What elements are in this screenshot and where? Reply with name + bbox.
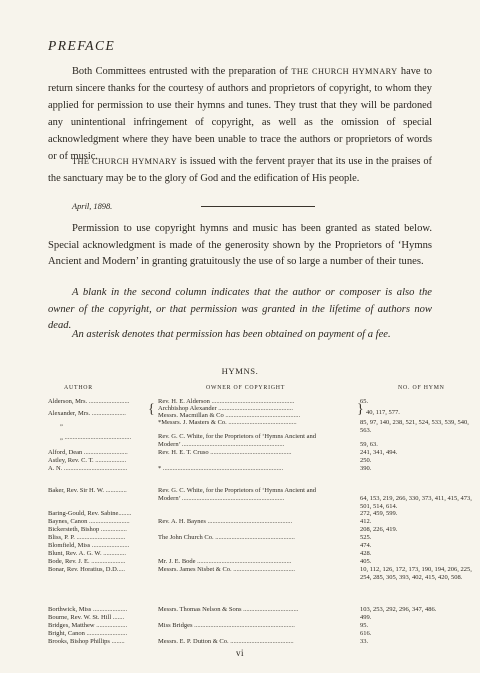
page-number: vi	[235, 648, 244, 658]
table-row-author: „ .........................................	[60, 434, 132, 441]
table-row-numbers: 412.	[360, 518, 372, 525]
table-row-owner: Rev. G. C. White, for the Proprietors of ‘Hymns Ancient and Modern’ ...............................................................	[158, 487, 316, 502]
table-row-author: A. N. .......................................	[48, 465, 128, 472]
table-row-author: „	[60, 420, 63, 427]
table-row-author: Bridges, Matthew ...................	[48, 622, 128, 629]
table-row-numbers: 64, 153, 219, 266, 330, 373, 411, 415, 473, 501, 514, 614.	[360, 495, 472, 510]
table-row-numbers: 390.	[360, 465, 372, 472]
table-row-numbers: 10, 112, 126, 172, 173, 190, 194, 206, 225, 254, 285, 305, 393, 402, 415, 420, 508.	[360, 566, 472, 581]
table-row-owner: Messrs. Thomas Nelson & Sons ..................................	[158, 606, 299, 613]
page-title: PREFACE	[48, 38, 116, 53]
table-row-owner: Archbishop Alexander ..............................................	[158, 405, 294, 412]
table-row-numbers: 405.	[360, 558, 372, 565]
table-row-numbers: 103, 253, 292, 296, 347, 486.	[360, 606, 437, 613]
preface-paragraph-2: THE CHURCH HYMNARY is issued with the fervent prayer that its use in the praises of the sanctuary may be to the glory of God and the edification of His people.	[48, 156, 432, 184]
table-row-numbers: 241, 341, 494.	[360, 449, 398, 456]
table-row-author: Alexander, Mrs. .....................	[48, 410, 126, 417]
table-row-owner: *Messrs. J. Masters & Co. ..........................................	[158, 419, 297, 426]
table-row-numbers: 208, 226, 419.	[360, 526, 398, 533]
preface-paragraph-1: Both Committees entrusted with the preparation of THE CHURCH HYMNARY have to return sincere thanks for the courtesy of authors and proprietors of copyright, to whom they applied for permission to use their hymns and tunes. They trust that they will be pardoned any unintentional infringement of copyright, as well as the omission of special acknowledgment where they have been unable to trace the authors or proprietors of words or of music.	[48, 66, 432, 162]
table-row-numbers: 59, 63.	[360, 441, 378, 448]
table-row-owner: Rev. A. H. Baynes ....................................................	[158, 518, 293, 525]
table-row-owner: Rev. H. E. Alderson ...................................................	[158, 398, 295, 405]
blank-column-note: A blank in the second column indicates that the author or composer is also the owner of the copyright, or that permission was granted in the lifetime of authors now dead.	[48, 287, 432, 331]
table-row-numbers: 499.	[360, 614, 372, 621]
table-row-numbers: 525.	[360, 534, 372, 541]
table-row-author: Blomfield, Miss .......................	[48, 542, 130, 549]
table-row-author: Bright, Canon .........................	[48, 630, 128, 637]
table-row-owner: Rev. G. C. White, for the Proprietors of ‘Hymns Ancient and Modern’ ...............................................................	[158, 433, 316, 448]
table-row-author: Brooks, Bishop Phillips ........	[48, 638, 125, 645]
table-row-owner: Miss Bridges ..............................................................	[158, 622, 295, 629]
table-row-author: Bliss, P. P. ..............................	[48, 534, 126, 541]
table-row-author: Blunt, Rev. A. G. W. ..............	[48, 550, 126, 557]
table-row-author: Alderson, Mrs. .........................	[48, 398, 130, 405]
small-caps-title: THE CHURCH HYMNARY	[291, 67, 398, 76]
permission-paragraph: Permission to use copyright hymns and music has been granted as stated below. Special acknowledgment is made of the generosity shown by the Proprietors of ‘Hymns Ancient and Modern’ in granting gratuitously the use of so large a number of their tunes.	[48, 223, 432, 267]
brace-mark: {	[148, 402, 155, 417]
table-row-owner: Messrs. E. P. Dutton & Co. .......................................	[158, 638, 294, 645]
table-row-owner: Messrs. James Nisbet & Co. ......................................	[158, 566, 296, 573]
column-header-owner: OWNER OF COPYRIGHT	[206, 385, 286, 391]
table-row-numbers: 65.	[360, 398, 369, 405]
column-header-hymn-number: NO. OF HYMN	[398, 385, 445, 391]
table-row-author: Bickersteth, Bishop ................	[48, 526, 127, 533]
table-row-numbers: 40, 117, 577.	[366, 409, 400, 416]
table-row-owner: * ..........................................................................	[158, 465, 284, 472]
table-row-author: Bourne, Rev. W. St. Hill .......	[48, 614, 125, 621]
table-row-numbers: 474.	[360, 542, 372, 549]
table-row-author: Bode, Rev. J. E. .....................	[48, 558, 126, 565]
table-row-numbers: 85, 97, 140, 238, 521, 524, 533, 539, 540, 563.	[360, 419, 469, 434]
column-header-author: AUTHOR	[64, 385, 93, 391]
table-row-author: Bonar, Rev. Horatius, D.D.....	[48, 566, 125, 573]
small-caps-title: THE CHURCH HYMNARY	[72, 157, 178, 166]
table-row-numbers: 95.	[360, 622, 369, 629]
table-row-author: Alford, Dean ...........................	[48, 449, 128, 456]
table-row-numbers: 33.	[360, 638, 369, 645]
table-row-numbers: 616.	[360, 630, 372, 637]
table-row-author: Borthwick, Miss .....................	[48, 606, 128, 613]
hymns-section-title: HYMNS.	[221, 366, 259, 376]
brace-mark: }	[357, 402, 364, 417]
table-row-numbers: 428.	[360, 550, 372, 557]
table-row-numbers: 250.	[360, 457, 372, 464]
table-row-numbers: 272, 459, 599.	[360, 510, 398, 517]
asterisk-note: An asterisk denotes that permission has been obtained on payment of a fee.	[72, 329, 391, 340]
table-row-author: Baker, Rev. Sir H. W. .............	[48, 487, 127, 494]
table-row-owner: Messrs. Macmillan & Co ..............................................	[158, 412, 301, 419]
table-row-author: Baynes, Canon .........................	[48, 518, 130, 525]
table-row-owner: Rev. H. E. T. Cruso ..................................................	[158, 449, 292, 456]
table-row-author: Astley, Rev. C. T. ...................	[48, 457, 127, 464]
table-row-author: Baring-Gould, Rev. Sabine........	[48, 510, 132, 517]
preface-date: April, 1898.	[72, 202, 113, 211]
table-row-owner: Mr. J. E. Bode ..........................................................	[158, 558, 292, 565]
table-row-owner: The John Church Co. .................................................	[158, 534, 295, 541]
